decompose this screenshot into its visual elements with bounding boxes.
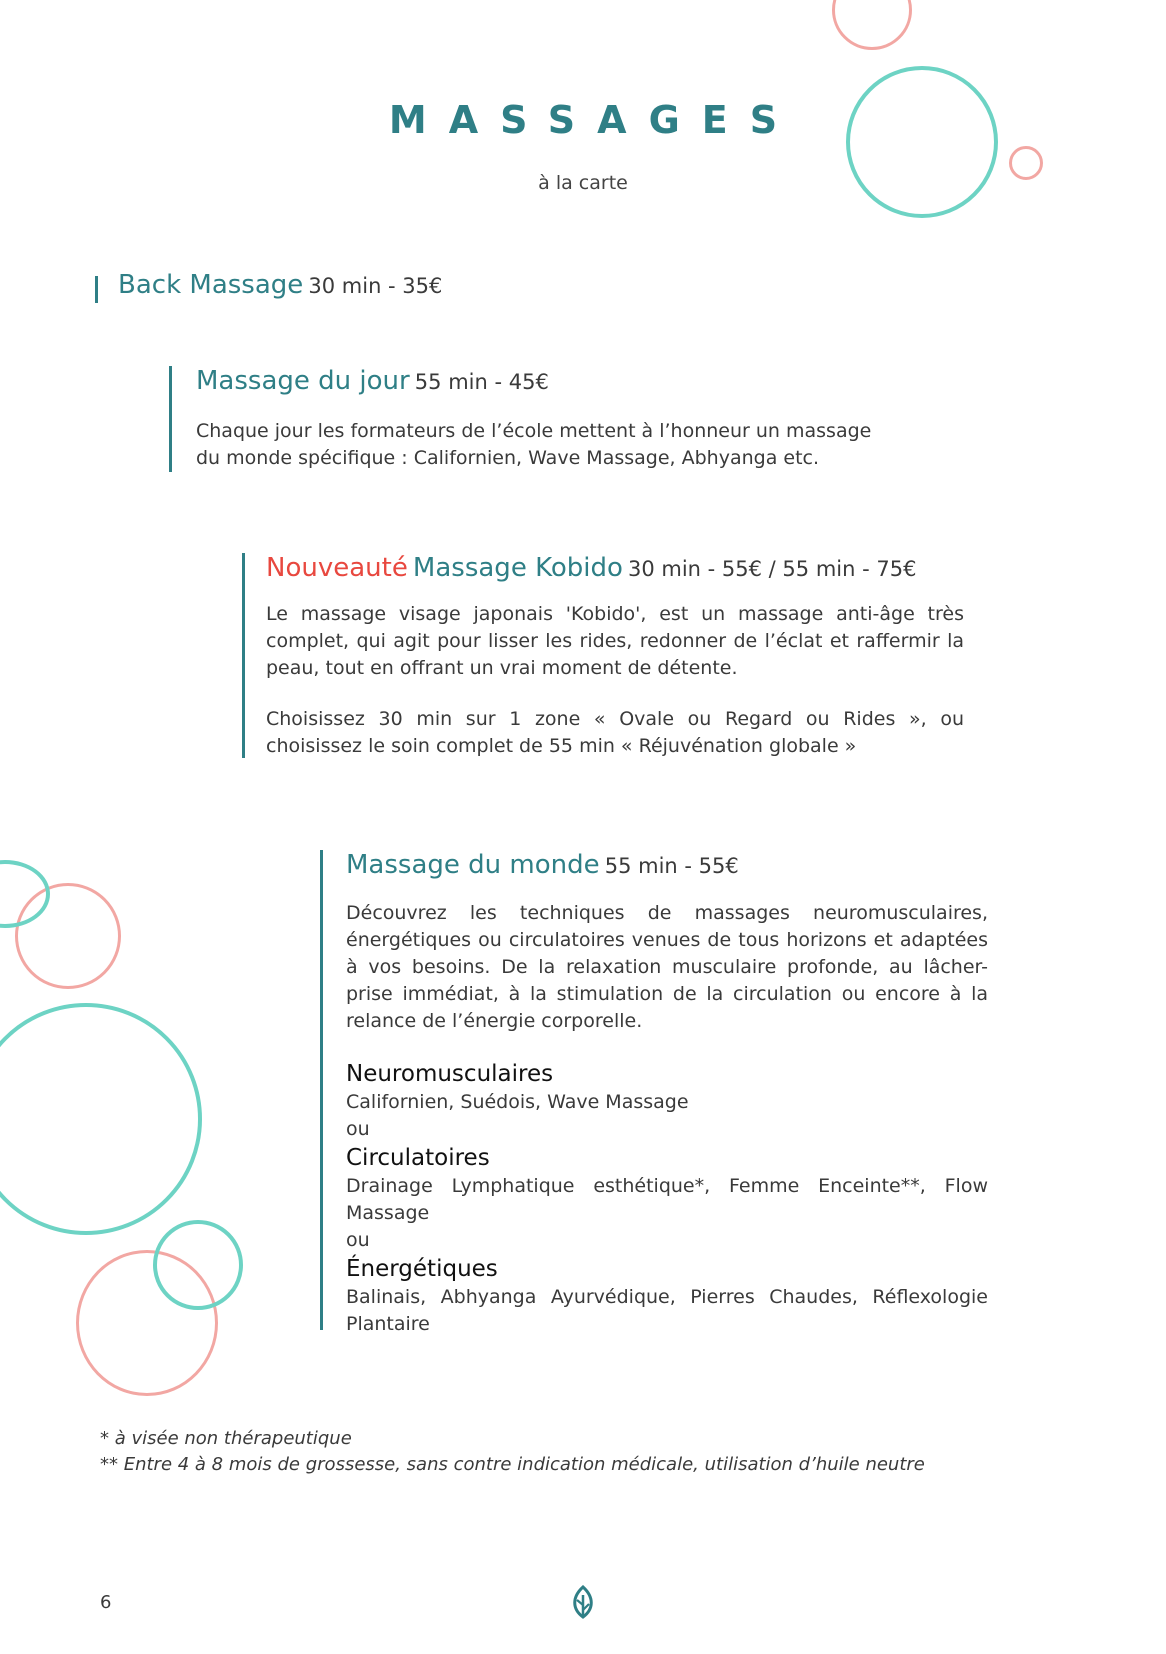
decorative-circle <box>846 66 998 218</box>
massage-name: Massage Kobido <box>412 553 623 583</box>
description-paragraph: Le massage visage japonais 'Kobido', est un massage anti-âge très complet, qui agit pour lisser les rides, redonner de l’éclat et raffermir la peau, tout en offrant un vrai moment de détente. <box>266 603 964 679</box>
footnote: * à visée non thérapeutique <box>100 1428 352 1449</box>
new-badge: Nouveauté <box>266 553 408 583</box>
page-subtitle: à la carte <box>538 172 628 194</box>
decorative-circle <box>153 1220 243 1310</box>
category-items: Drainage Lymphatique esthétique*, Femme Enceinte**, Flow Massage <box>346 1175 988 1224</box>
massage-price: 55 min - 45€ <box>414 370 549 394</box>
category-title: Énergétiques <box>346 1256 498 1282</box>
massage-price: 30 min - 55€ / 55 min - 75€ <box>627 557 917 581</box>
description-line: Chaque jour les formateurs de l’école mettent à l’honneur un massage <box>196 420 872 442</box>
kobido-section <box>242 553 964 758</box>
massage-du-monde-section <box>320 850 988 1335</box>
category-items: Balinais, Abhyanga Ayurvédique, Pierres Chaudes, Réflexologie Plantaire <box>346 1286 988 1335</box>
massage-name: Back Massage <box>118 270 304 300</box>
footnote: ** Entre 4 à 8 mois de grossesse, sans contre indication médicale, utilisation d’huile neutre <box>100 1454 925 1475</box>
massage-name: Massage du monde <box>346 850 600 880</box>
category-list <box>346 1059 988 1338</box>
description-paragraph: Découvrez les techniques de massages neuromusculaires, énergétiques ou circulatoires venues de tous horizons et adaptées à vos besoins. De la relaxation musculaire profonde, au lâcher-prise immédiat, à la stimulation de la circulation ou encore à la relance de l’énergie corporelle. <box>346 902 988 1032</box>
page-title: MASSAGES <box>388 98 800 142</box>
description-paragraph: Choisissez 30 min sur 1 zone « Ovale ou Regard ou Rides », ou choisissez le soin complet de 55 min « Réjuvénation globale » <box>266 708 964 757</box>
separator-text: ou <box>346 1229 370 1251</box>
back-massage-section <box>95 270 443 303</box>
decorative-circle <box>0 1003 202 1235</box>
massage-name: Massage du jour <box>196 366 410 396</box>
category-items: Californien, Suédois, Wave Massage <box>346 1091 689 1113</box>
page-number: 6 <box>100 1592 112 1613</box>
category-title: Neuromusculaires <box>346 1061 554 1087</box>
decorative-circle <box>832 0 912 50</box>
massage-price: 30 min - 35€ <box>308 274 443 298</box>
description-line: du monde spécifique : Californien, Wave Massage, Abhyanga etc. <box>196 447 820 469</box>
massage-du-jour-section <box>169 366 956 472</box>
leaf-logo-icon <box>566 1585 600 1619</box>
separator-text: ou <box>346 1118 370 1140</box>
massage-price: 55 min - 55€ <box>604 854 739 878</box>
category-title: Circulatoires <box>346 1145 490 1171</box>
